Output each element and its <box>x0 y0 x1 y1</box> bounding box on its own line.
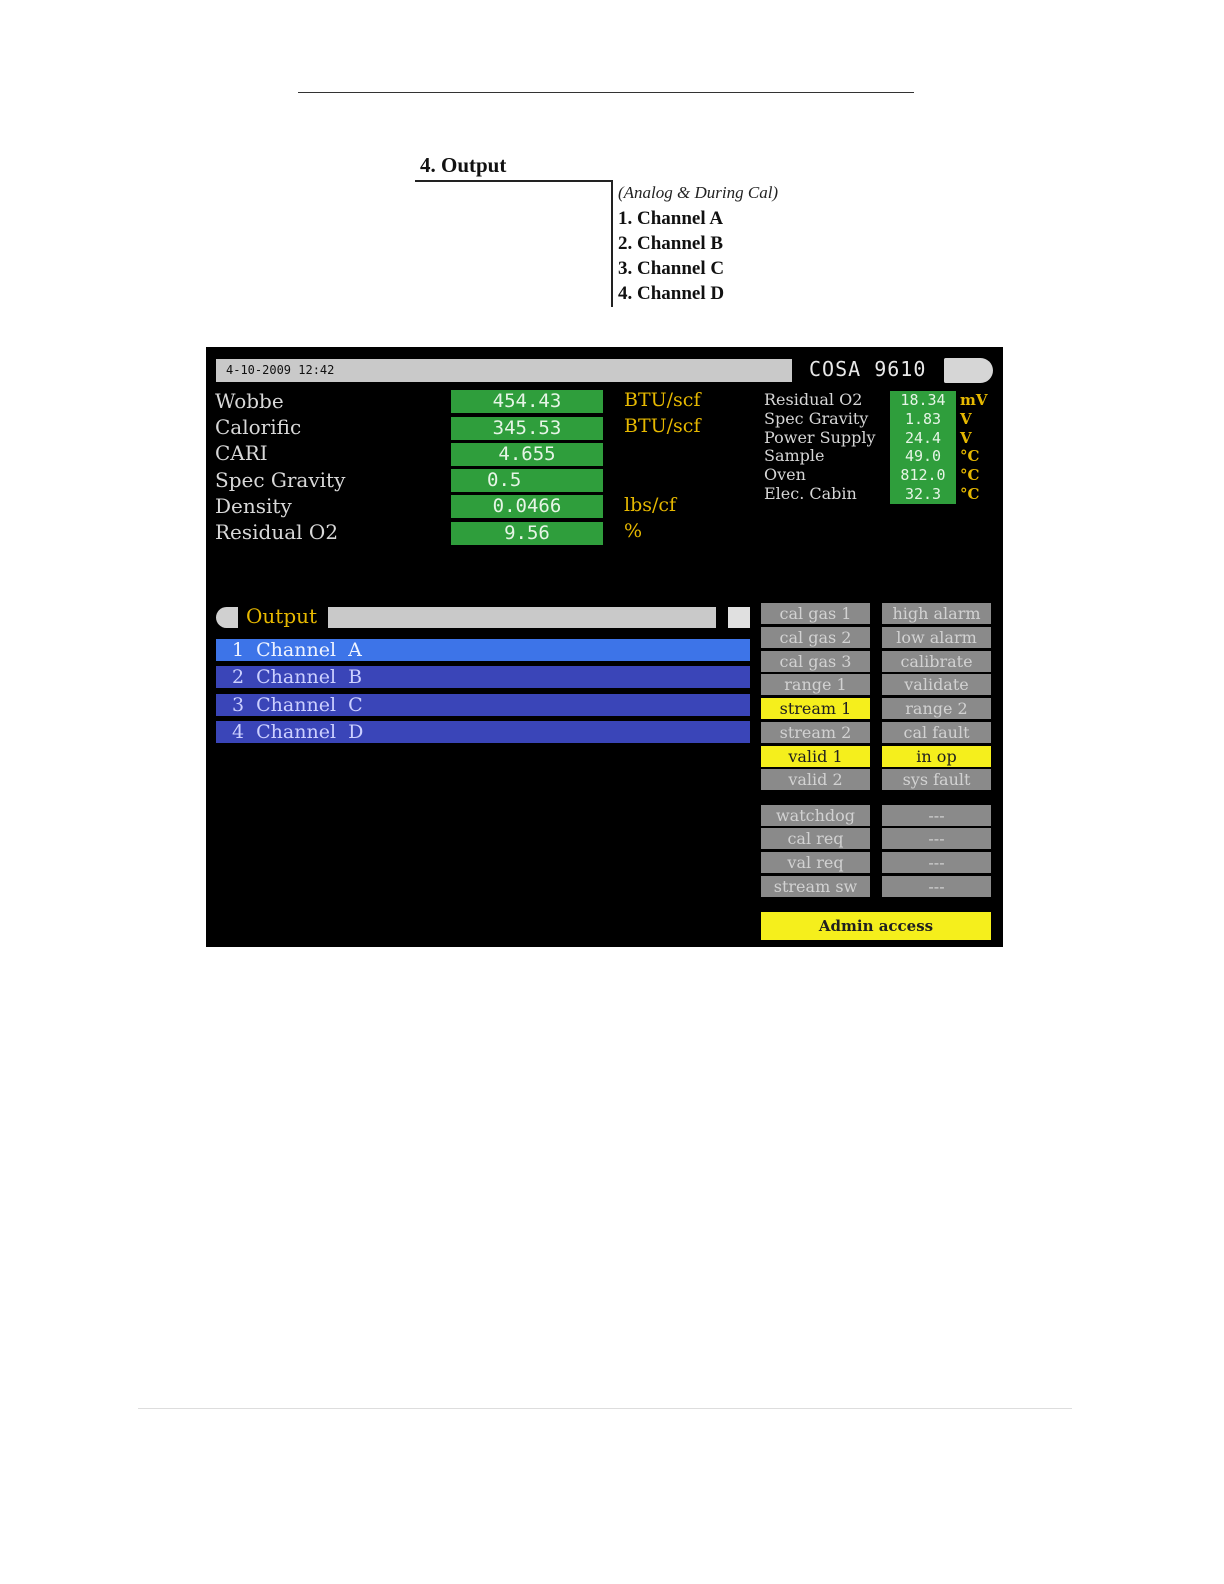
alarm-flag-indicator: --- <box>882 805 991 826</box>
alarm-flag-indicator: high alarm <box>882 603 991 624</box>
measurement-value: 345.53 <box>451 417 603 440</box>
measurement-value: 9.56 <box>451 522 603 545</box>
alarm-flag-indicator: low alarm <box>882 627 991 648</box>
measurement-value: 0.0466 <box>451 495 603 518</box>
status-unit: °C <box>960 447 980 465</box>
measurement-unit: BTU/scf <box>624 415 701 437</box>
status-unit: mV <box>960 391 988 409</box>
alarm-flag-indicator: --- <box>882 828 991 849</box>
alarm-flag-indicator: calibrate <box>882 651 991 672</box>
status-unit: V <box>960 429 972 447</box>
status-flag-indicator: cal req <box>761 828 870 849</box>
status-unit: V <box>960 410 972 428</box>
alarm-flag-indicator: --- <box>882 876 991 897</box>
status-flag-indicator: range 1 <box>761 674 870 695</box>
status-value: 32.3 <box>890 485 956 504</box>
measurement-unit: % <box>624 520 643 542</box>
menu-tree-item: 1. Channel A <box>618 208 724 229</box>
status-unit: °C <box>960 466 980 484</box>
status-label: Elec. Cabin <box>764 484 857 503</box>
measurement-value: 454.43 <box>451 390 603 413</box>
measurement-unit: lbs/cf <box>624 494 677 516</box>
status-value: 49.0 <box>890 447 956 466</box>
measurement-label: Spec Gravity <box>215 468 346 492</box>
status-flag-indicator: valid 1 <box>761 746 870 767</box>
channel-a-item[interactable]: 1 Channel A <box>216 639 750 661</box>
title-bar <box>216 359 792 382</box>
measurement-label: Density <box>215 494 292 518</box>
status-flag-indicator: val req <box>761 852 870 873</box>
bottom-divider <box>138 1408 1072 1409</box>
status-value: 1.83 <box>890 410 956 429</box>
menu-tree-title: 4. Output <box>420 153 507 177</box>
status-flag-indicator: stream 1 <box>761 698 870 719</box>
measurement-unit: BTU/scf <box>624 389 701 411</box>
top-divider <box>298 92 914 93</box>
measurement-label: Calorific <box>215 415 302 439</box>
output-menu-title: Output <box>246 604 318 628</box>
output-menu-button[interactable] <box>728 607 750 628</box>
status-value: 18.34 <box>890 391 956 410</box>
alarm-flag-indicator: range 2 <box>882 698 991 719</box>
status-flag-indicator: cal gas 2 <box>761 627 870 648</box>
alarm-flag-indicator: validate <box>882 674 991 695</box>
channel-c-item[interactable]: 3 Channel C <box>216 694 750 716</box>
measurement-label: Residual O2 <box>215 520 339 544</box>
alarm-flag-indicator: cal fault <box>882 722 991 743</box>
alarm-flag-indicator: sys fault <box>882 769 991 790</box>
tree-trunk-line <box>611 180 613 307</box>
admin-access-button[interactable]: Admin access <box>761 912 991 940</box>
status-label: Oven <box>764 465 806 484</box>
analyzer-screen <box>206 347 1003 947</box>
status-flag-indicator: cal gas 1 <box>761 603 870 624</box>
status-label: Residual O2 <box>764 390 863 409</box>
status-unit: °C <box>960 485 980 503</box>
alarm-flag-indicator: in op <box>882 746 991 767</box>
status-value: 24.4 <box>890 429 956 448</box>
status-flag-indicator: valid 2 <box>761 769 870 790</box>
measurement-label: Wobbe <box>215 389 284 413</box>
header-button[interactable] <box>944 358 993 383</box>
measurement-value: 0.5 <box>451 469 603 492</box>
output-back-button[interactable] <box>216 607 238 628</box>
menu-tree-note: (Analog & During Cal) <box>618 183 779 202</box>
menu-tree-list <box>618 206 724 306</box>
measurement-label: CARI <box>215 441 268 465</box>
status-flag-indicator: watchdog <box>761 805 870 826</box>
status-value: 812.0 <box>890 466 956 485</box>
status-label: Power Supply <box>764 428 876 447</box>
status-label: Spec Gravity <box>764 409 869 428</box>
alarm-flag-indicator: --- <box>882 852 991 873</box>
status-label: Sample <box>764 446 825 465</box>
tree-branch-line <box>415 180 613 182</box>
menu-tree-item: 4. Channel D <box>618 283 725 304</box>
status-flag-indicator: cal gas 3 <box>761 651 870 672</box>
channel-d-item[interactable]: 4 Channel D <box>216 721 750 743</box>
datetime: 4-10-2009 12:42 <box>226 363 335 377</box>
measurement-value: 4.655 <box>451 443 603 466</box>
menu-tree-item: 2. Channel B <box>618 233 724 254</box>
menu-tree-item: 3. Channel C <box>618 258 725 279</box>
status-flag-indicator: stream 2 <box>761 722 870 743</box>
status-flag-indicator: stream sw <box>761 876 870 897</box>
model-name: COSA 9610 <box>809 357 927 381</box>
output-menu-bar <box>328 607 716 628</box>
channel-b-item[interactable]: 2 Channel B <box>216 666 750 688</box>
